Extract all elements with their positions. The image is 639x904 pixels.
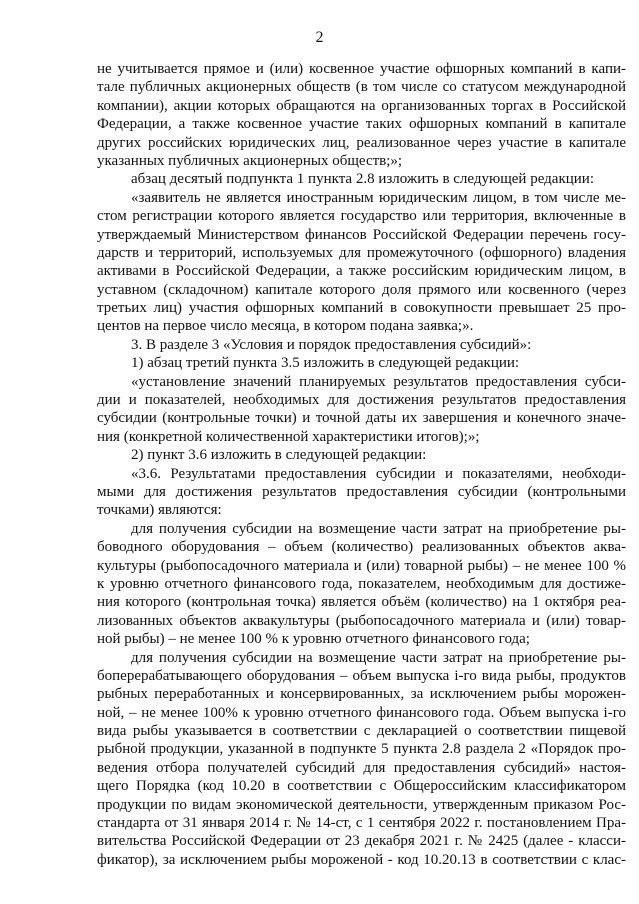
- text-line: мыми для достижения результатов предоставления субсидии (контрольными: [97, 483, 626, 500]
- text-line: субсидии (контрольные точки) и точной даты их завершения и конечного значе-: [97, 410, 626, 427]
- text-line: компании), акции которых обращаются на организованных торгах в Российской: [97, 97, 626, 114]
- text-line: вида рыбы указывается в соответствии с декларацией о соответствии пищевой: [97, 723, 626, 740]
- text-line: продукции по видам экономической деятельности, утвержденным приказом Рос-: [97, 796, 626, 813]
- text-line: стандарта от 31 января 2014 г. № 14-ст, с 1 сентября 2022 г. постановлением Пра-: [97, 815, 626, 832]
- text-line: боводного оборудования – объем (количество) реализованных объектов аква-: [97, 539, 626, 556]
- text-line: стом регистрации которого является государство или территория, включенные в: [97, 208, 626, 225]
- text-line: ведения отбора получателей субсидий для предоставления субсидий» настоя-: [97, 759, 626, 776]
- text-line: 1) абзац третий пункта 3.5 изложить в следующей редакции:: [131, 355, 520, 372]
- text-line: других российских юридических лиц, реализованное через участие в капитале: [97, 134, 626, 151]
- text-line: щего Порядка (код 10.20 в соответствии с Общероссийским классификатором: [97, 778, 626, 795]
- text-line: абзац десятый подпункта 1 пункта 2.8 изложить в следующей редакции:: [131, 171, 594, 188]
- text-line: не учитывается прямое и (или) косвенное участие офшорных компаний в капи-: [97, 61, 626, 77]
- text-line: тале публичных акционерных обществ (в том числе со статусом международной: [97, 79, 626, 96]
- text-line: рыбных переработанных и консервированных, за исключением рыбы морожен-: [97, 686, 626, 703]
- text-line: к уровню отчетного финансового года, показателем, необходимым для достиже-: [97, 575, 626, 592]
- text-line: точками) являются:: [97, 502, 222, 519]
- text-line: ной, – не менее 100% к уровню отчетного финансового года. Объем выпуска i-го: [97, 704, 626, 721]
- text-line: уставном (складочном) капитале которого доля прямого или косвенного (через: [97, 281, 626, 298]
- text-line: рыбной продукции, указанной в подпункте 5 пункта 2.8 раздела 2 «Порядок про-: [97, 741, 626, 758]
- text-line: 2) пункт 3.6 изложить в следующей редакции:: [131, 447, 427, 464]
- text-line: боперерабатывающего оборудования – объем выпуска i-го вида рыбы, продуктов: [97, 667, 626, 684]
- text-line: указанных публичных акционерных обществ;»;: [97, 152, 403, 169]
- text-line: вительства Российской Федерации от 23 декабря 2021 г. № 2425 (далее - класси-: [97, 833, 626, 850]
- text-line: ния которого (контрольная точка) является объём (количество) на 1 октября реа-: [97, 594, 626, 611]
- text-line: центов на первое число месяца, в котором подана заявка;».: [97, 318, 474, 335]
- text-line: для получения субсидии на возмещение части затрат на приобретение ры-: [131, 649, 626, 666]
- text-line: «установление значений планируемых результатов предоставления субси-: [131, 373, 626, 390]
- text-line: культуры (рыбопосадочного материала и (или) товарной рыбы) – не менее 100 %: [97, 557, 626, 574]
- text-line: фикатор), за исключением рыбы мороженой - код 10.20.13 в соответствии с клас-: [97, 851, 626, 868]
- text-line: ной рыбы) – не менее 100 % к уровню отчетного финансового года;: [97, 631, 530, 648]
- text-line: дии и показателей, необходимых для достижения результатов предоставления: [97, 392, 626, 409]
- text-line: 3. В разделе 3 «Условия и порядок предоставления субсидий»:: [131, 336, 532, 353]
- text-line: утверждаемый Министерством финансов Российской Федерации перечень госу-: [97, 226, 626, 243]
- text-line: лизованных объектов аквакультуры (рыбопосадочного материала и (или) товар-: [97, 612, 626, 629]
- document-body: [97, 60, 626, 869]
- text-line: «заявитель не является иностранным юридическим лицом, в том числе ме-: [131, 189, 626, 206]
- text-line: Федерации, а также косвенное участие таких офшорных компаний в капитале: [97, 116, 626, 133]
- text-line: третьих лиц) участия офшорных компаний в совокупности превышает 25 про-: [97, 300, 626, 317]
- page-number: 2: [315, 29, 324, 46]
- text-line: «3.6. Результатами предоставления субсидии и показателями, необходи-: [131, 465, 626, 482]
- text-line: ния (конкретной количественной характеристики итогов);»;: [97, 428, 480, 445]
- text-line: для получения субсидии на возмещение части затрат на приобретение ры-: [131, 520, 626, 537]
- text-line: активами в Российской Федерации, а также российским юридическим лицом, в: [97, 263, 626, 280]
- text-line: дарств и территорий, используемых для промежуточного (офшорного) владения: [97, 244, 626, 261]
